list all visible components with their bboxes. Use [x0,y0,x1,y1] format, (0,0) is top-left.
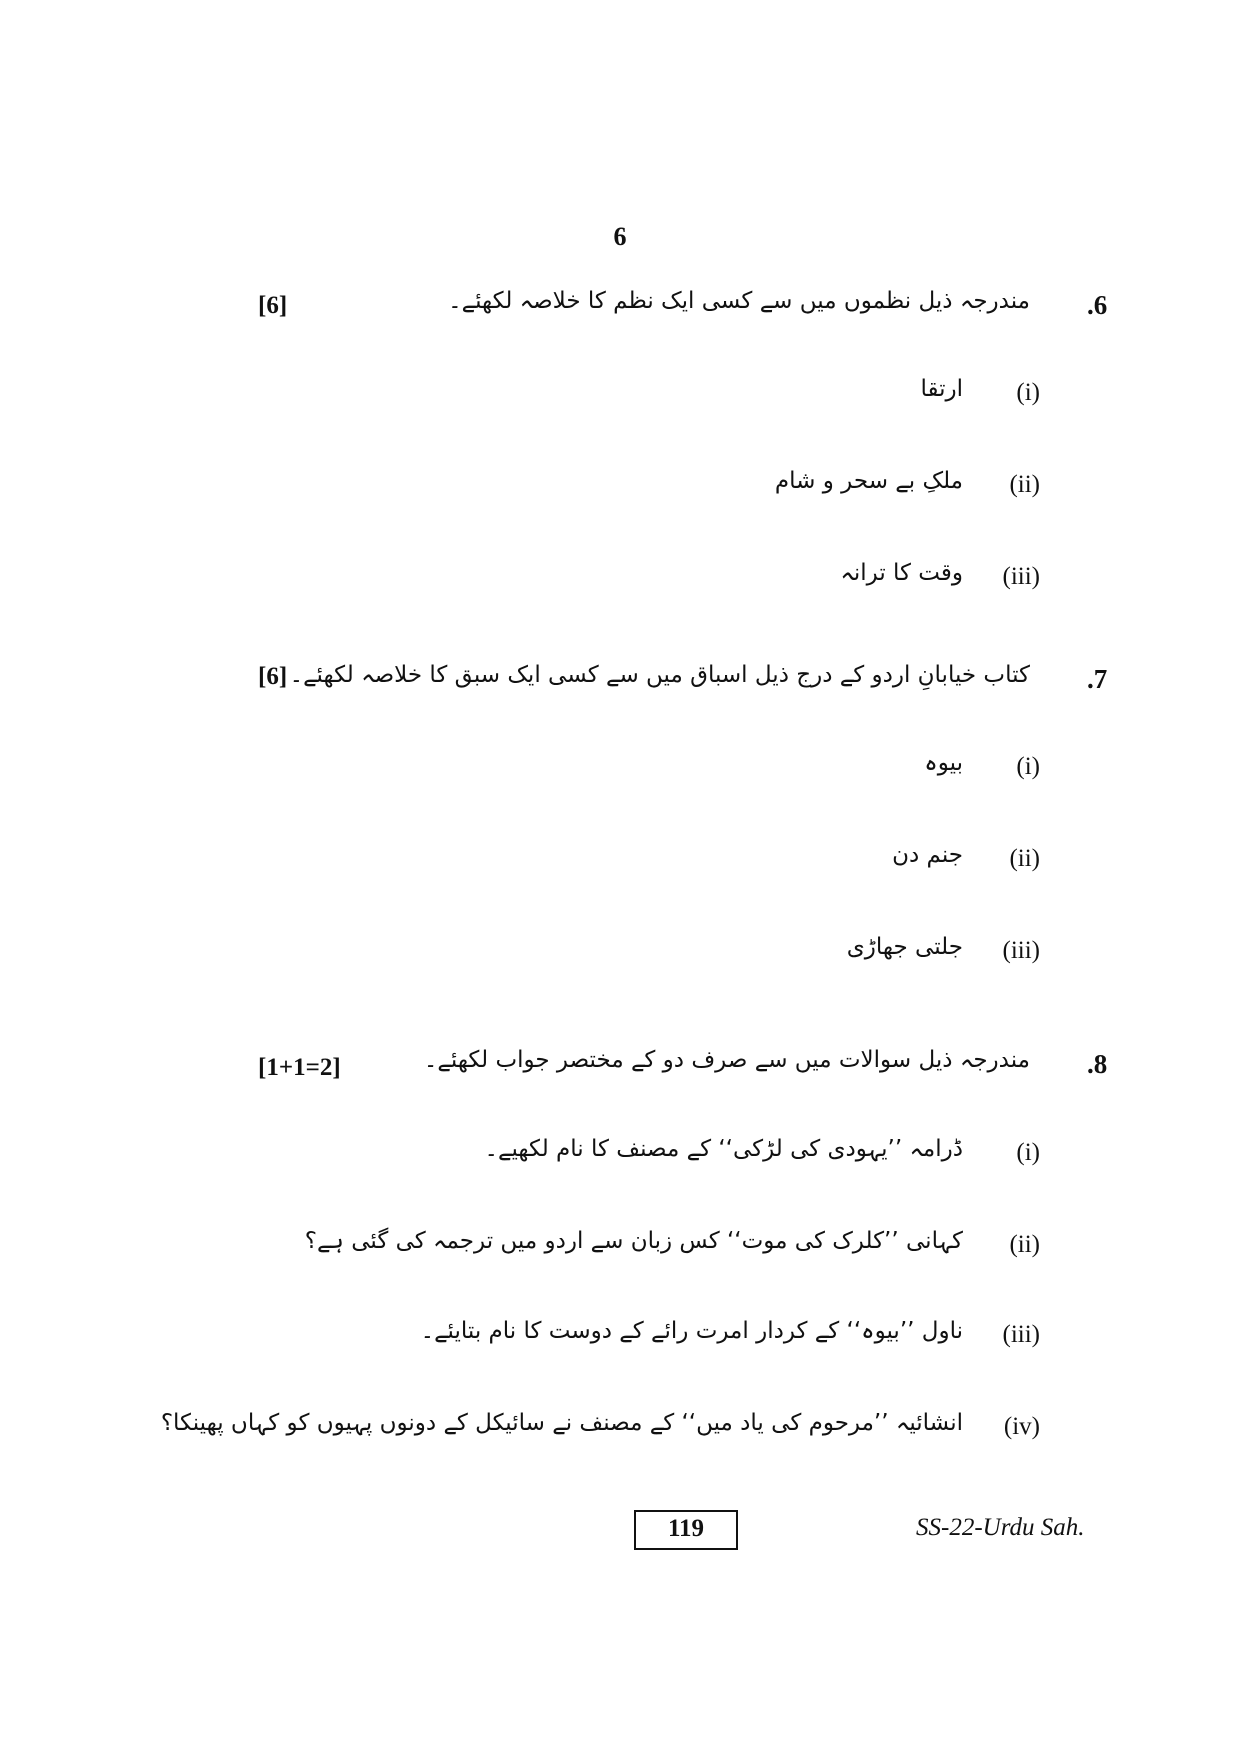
question-6-option-label: (iii) [1002,563,1040,590]
question-7-option-text: جنم دن [892,842,963,868]
question-8-option-label: (i) [1016,1139,1040,1166]
question-6-number: .6 [1087,290,1108,320]
question-8-option-text: انشائیہ ’’مرحوم کی یاد میں‘‘ کے مصنف نے سائیکل کے دونوں پہیوں کو کہاں پھینکا؟ [160,1410,963,1436]
question-8-option-label: (iv) [1003,1413,1040,1440]
question-7-text: کتاب خیابانِ اردو کے درج ذیل اسباق میں سے کسی ایک سبق کا خلاصہ لکھئے۔ [289,662,1030,688]
footer-page-box: 119 [634,1510,738,1550]
question-7-option-text: بیوہ [924,750,963,776]
question-7-option-label: (ii) [1009,845,1040,872]
question-7-option-text: جلتی جھاڑی [846,934,963,960]
question-8-option-text: ناول ’’بیوہ‘‘ کے کردار امرت رائے کے دوست کا نام بتایئے۔ [420,1318,963,1344]
question-8-text: مندرجہ ذیل سوالات میں سے صرف دو کے مختصر جواب لکھئے۔ [423,1047,1030,1073]
question-7-marks: [6] [258,663,288,690]
question-8-option-label: (ii) [1009,1231,1040,1258]
question-8-option-text: ڈرامہ ’’یہودی کی لڑکی‘‘ کے مصنف کا نام لکھیے۔ [484,1136,963,1162]
question-8-number: .8 [1087,1049,1108,1079]
question-6-option-text: وقت کا ترانہ [840,560,963,586]
question-7-number: .7 [1087,664,1108,694]
question-6-option-text: ملکِ بے سحر و شام [774,468,963,494]
question-6-option-label: (i) [1016,379,1040,406]
question-8-option-label: (iii) [1002,1321,1040,1348]
question-6-text: مندرجہ ذیل نظموں میں سے کسی ایک نظم کا خلاصہ لکھئے۔ [448,288,1030,314]
footer-paper-code: SS-22-Urdu Sah. [916,1514,1085,1541]
question-6-option-label: (ii) [1009,471,1040,498]
question-7-option-label: (iii) [1002,937,1040,964]
page-number: 6 [613,222,627,251]
question-8-option-text: کہانی ’’کلرک کی موت‘‘ کس زبان سے اردو میں ترجمہ کی گئی ہے؟ [304,1228,963,1254]
question-8-marks: [1+1=2] [258,1054,341,1081]
question-6-option-text: ارتقا [920,376,963,402]
question-6-marks: [6] [258,292,288,319]
question-7-option-label: (i) [1016,753,1040,780]
